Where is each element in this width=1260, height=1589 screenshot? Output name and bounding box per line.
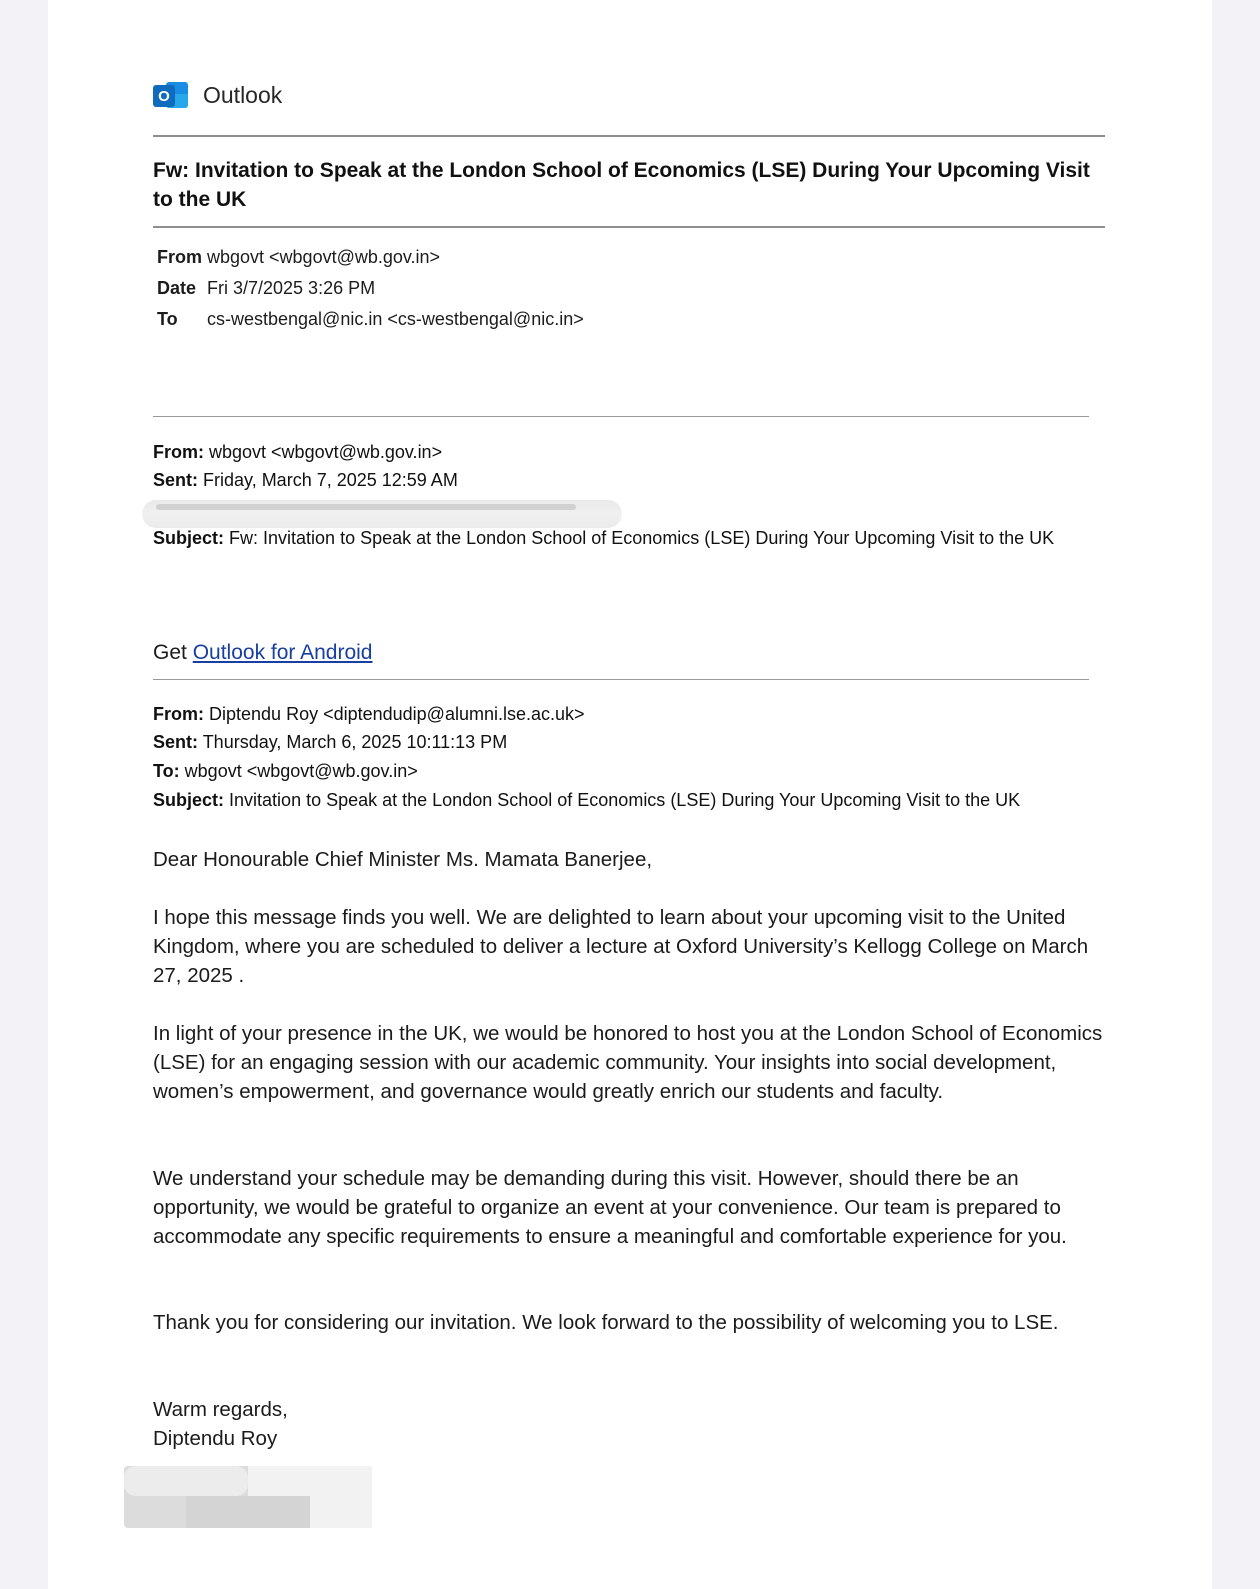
forward2-sent-value: Thursday, March 6, 2025 10:11:13 PM [202,732,508,752]
body-closing: Warm regards, [153,1398,288,1421]
forward1-subject-label: Subject: [153,528,225,548]
body-paragraph-4: Thank you for considering our invitation. We look forward to the possibility of welcoming you to LSE. [153,1311,1059,1334]
forward2-sent [153,732,507,753]
forward1-subject-value: Fw: Invitation to Speak at the London School of Economics (LSE) During Your Upcoming Visit to the UK [229,528,1055,548]
forward1-sent [153,470,458,491]
body-paragraph-1: I hope this message finds you well. We are delighted to learn about your upcoming visit to the United Kingdom, where you are scheduled to deliver a lecture at Oxford University’s Kellogg College on March 27, 2025 . [153,906,1089,987]
header-from [157,247,440,268]
redaction-mark [142,500,622,528]
app-name: Outlook [203,81,283,108]
signature-redaction [124,1466,372,1528]
forward1-from [153,442,442,463]
forward2-from-label: From: [153,704,204,724]
forward1-subject [153,528,1054,549]
divider [153,679,1089,680]
forward2-to-value: wbgovt <wbgovt@wb.gov.in> [184,761,418,781]
forward2-from [153,704,585,725]
forward2-to [153,761,418,782]
email-print-page [48,0,1212,1589]
to-value[interactable]: cs-westbengal@nic.in <cs-westbengal@nic.in> [207,309,584,329]
forward2-subject-label: Subject: [153,790,225,810]
forward1-sent-value: Friday, March 7, 2025 12:59 AM [203,470,458,490]
from-label: From [157,247,202,267]
date-value: Fri 3/7/2025 3:26 PM [207,278,376,298]
forward1-from-label: From: [153,442,204,462]
outlook-logo-icon: O [153,78,189,112]
body-paragraph-3: We understand your schedule may be demanding during this visit. However, should there be an opportunity, we would be grateful to organize an event at your convenience. Our team is prepared to accommodate any specific requirements to ensure a meaningful and comfortable experience for you. [153,1167,1067,1248]
body-signature: Diptendu Roy [153,1427,278,1450]
forward2-sent-label: Sent: [153,732,198,752]
to-label: To [157,309,178,329]
body-paragraph-2: In light of your presence in the UK, we would be honored to host you at the London School of Economics (LSE) for an engaging session with our academic community. Your insights into social development, women’s empowerment, and governance would greatly enrich our students and faculty. [153,1022,1103,1103]
divider [153,135,1105,137]
outlook-brand [153,77,282,113]
get-outlook-line [153,641,372,665]
email-subject-title: Fw: Invitation to Speak at the London School of Economics (LSE) During Your Upcoming Visit to the UK [153,159,1090,211]
outlook-for-android-link[interactable]: Outlook for Android [192,641,373,664]
get-prefix: Get [153,641,187,664]
forward2-from-value: Diptendu Roy <diptendudip@alumni.lse.ac.uk> [209,704,585,724]
body-greeting: Dear Honourable Chief Minister Ms. Mamata Banerjee, [153,848,653,871]
from-value[interactable]: wbgovt <wbgovt@wb.gov.in> [207,247,441,267]
forward2-to-label: To: [153,761,180,781]
divider [153,226,1105,228]
forward1-from-value: wbgovt <wbgovt@wb.gov.in> [209,442,443,462]
forward2-subject-value: Invitation to Speak at the London School of Economics (LSE) During Your Upcoming Visit to the UK [229,790,1021,810]
forward2-subject [153,790,1020,811]
forward1-sent-label: Sent: [153,470,198,490]
divider [153,416,1089,417]
date-label: Date [157,278,197,298]
header-to [157,309,584,330]
header-date [157,278,375,299]
